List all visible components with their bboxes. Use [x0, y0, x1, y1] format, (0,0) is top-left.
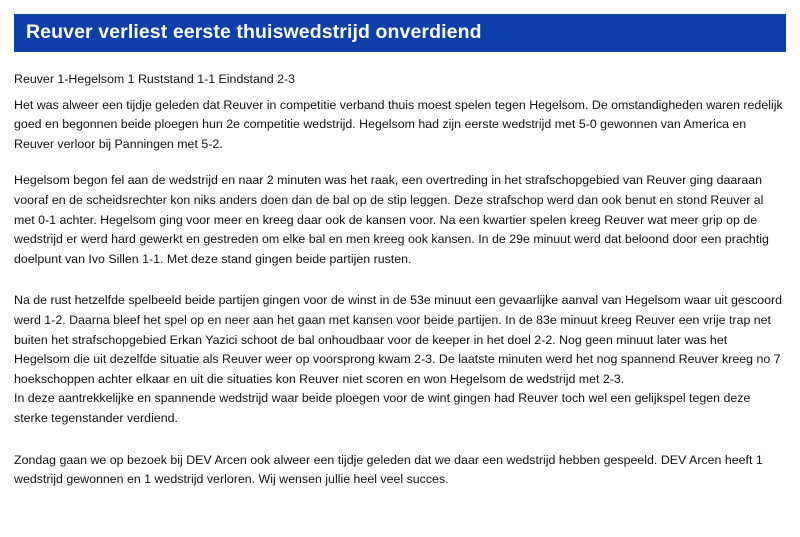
article-paragraph-5: Zondag gaan we op bezoek bij DEV Arcen ook alweer een tijdje geleden dat we daar een wedstrijd hebben gespeeld. DEV Arcen heeft 1 wedstrijd gewonnen en 1 wedstrijd verloren. Wij wensen jullie heel veel succes. — [14, 452, 763, 487]
article-body — [14, 52, 786, 490]
spacer — [14, 429, 786, 451]
article-paragraph-2: Hegelsom begon fel aan de wedstrijd en naar 2 minuten was het raak, een overtreding in het strafschopgebied van Reuver ging daaraan vooraf en de scheidsrechter kon niks anders doen dan de bal op de stip leggen. Deze strafschop werd dan ook benut en stond Reuver al met 0-1 achter. Hegelsom ging voor meer en kreeg daar ook de kansen voor. Na een kwartier spelen kreeg Reuver wat meer grip op de wedstrijd er werd hard gewerkt en gestreden om elke bal en men kreeg ook kansen. In de 29e minuut werd dat beloond door een prachtig doelpunt van Ivo Sillen 1-1. Met deze stand gingen beide partijen rusten. — [14, 173, 769, 266]
article-paragraph-4: In deze aantrekkelijke en spannende wedstrijd waar beide ploegen voor de wint gingen had Reuver toch wel een gelijkspel tegen deze sterke tegenstander verdiend. — [14, 391, 751, 425]
spacer — [14, 154, 786, 171]
spacer — [14, 269, 786, 291]
article-header-bar — [14, 14, 786, 52]
page-title: Reuver verliest eerste thuiswedstrijd onverdiend — [26, 21, 482, 44]
match-scoreline: Reuver 1-Hegelsom 1 Ruststand 1-1 Eindstand 2-3 — [14, 72, 296, 86]
article-paragraph-1: Het was alweer een tijdje geleden dat Reuver in competitie verband thuis moest spelen tegen Hegelsom. De omstandigheden waren redelijk goed en begonnen beide ploegen hun 2e competitie wedstrijd. Hegelsom had zijn eerste wedstrijd met 5-0 gewonnen van America en Reuver verloor bij Panningen met 5-2. — [14, 97, 783, 151]
article-paragraph-3: Na de rust hetzelfde spelbeeld beide partijen gingen voor de winst in de 53e minuut een gevaarlijke aanval van Hegelsom waar uit gescoord werd 1-2. Daarna bleef het spel op en neer aan het gaan met kansen voor beide partijen. In de 83e minuut kreeg Reuver een vrije trap net buiten het strafschopgebied Erkan Yazici schoot de bal onhoudbaar voor de keeper in het doel 2-2. Nog geen minuut later was het Hegelsom die uit dezelfde situatie als Reuver weer op voorsprong kwam 2-3. De laatste minuten werd het nog spannend Reuver kreeg no 7 hoekschoppen achter elkaar en uit die situaties kon Reuver niet scoren en won Hegelsom de wedstrijd met 2-3. — [14, 293, 783, 386]
article-page — [0, 14, 800, 537]
